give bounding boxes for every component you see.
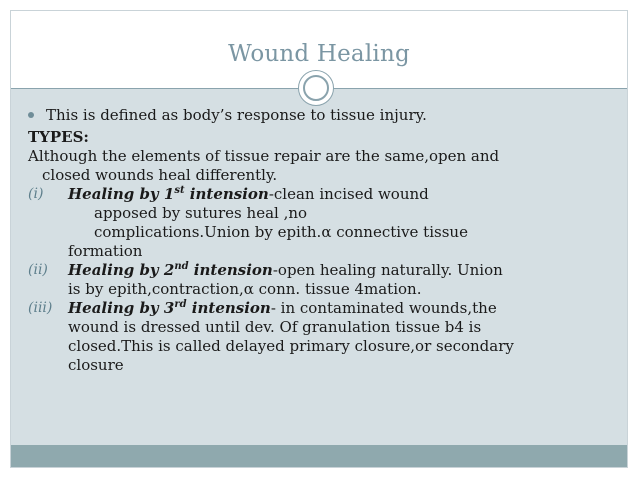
item-number: (iii) <box>28 300 53 316</box>
item-title-pre: Healing by 1 <box>68 185 175 203</box>
circle-ornament-icon <box>298 70 334 106</box>
healing-item-2 <box>28 261 613 299</box>
item-line: apposed by sutures heal ,no <box>94 204 308 222</box>
item-title-sup: rd <box>174 299 187 310</box>
slide-title: Wound Healing <box>228 41 410 67</box>
item-title-sup: st <box>174 185 185 196</box>
item-line: closure <box>68 356 124 374</box>
bullet-text: This is defined as body’s response to tissue injury. <box>46 106 427 124</box>
bullet-dot-icon <box>28 112 34 118</box>
item-line: wound is dressed until dev. Of granulation tissue b4 is <box>68 318 482 336</box>
item-title-post: intension <box>186 299 271 317</box>
item-title <box>68 185 269 203</box>
item-title <box>68 299 271 317</box>
item-title-pre: Healing by 2 <box>68 261 175 279</box>
item-title-pre: Healing by 3 <box>68 299 175 317</box>
item-number: (ii) <box>28 262 48 278</box>
item-number: (i) <box>28 186 44 202</box>
intro-line-1: Although the elements of tissue repair are the same,open and <box>28 147 500 165</box>
item-line: is by epith,contraction,α conn. tissue 4mation. <box>68 280 422 298</box>
item-title <box>68 261 273 279</box>
item-title-post: intension <box>184 185 269 203</box>
item-line: formation <box>68 242 143 260</box>
healing-item-3 <box>28 299 613 375</box>
item-line: closed.This is called delayed primary closure,or secondary <box>68 337 514 355</box>
footer-bar <box>11 445 627 467</box>
circle-ornament-inner <box>303 75 329 101</box>
item-line: complications.Union by epith.α connective tissue <box>94 223 468 241</box>
healing-item-1 <box>28 185 613 261</box>
bullet-item <box>28 106 613 125</box>
item-title-post: intension <box>188 261 273 279</box>
intro-paragraph <box>28 147 613 185</box>
slide-body <box>28 106 613 375</box>
item-line: -open healing naturally. Union <box>272 261 503 279</box>
item-title-sup: nd <box>174 261 189 272</box>
types-heading: TYPES: <box>28 128 89 146</box>
item-line: -clean incised wound <box>268 185 429 203</box>
item-line: - in contaminated wounds,the <box>270 299 497 317</box>
intro-line-2: closed wounds heal differently. <box>42 166 278 184</box>
